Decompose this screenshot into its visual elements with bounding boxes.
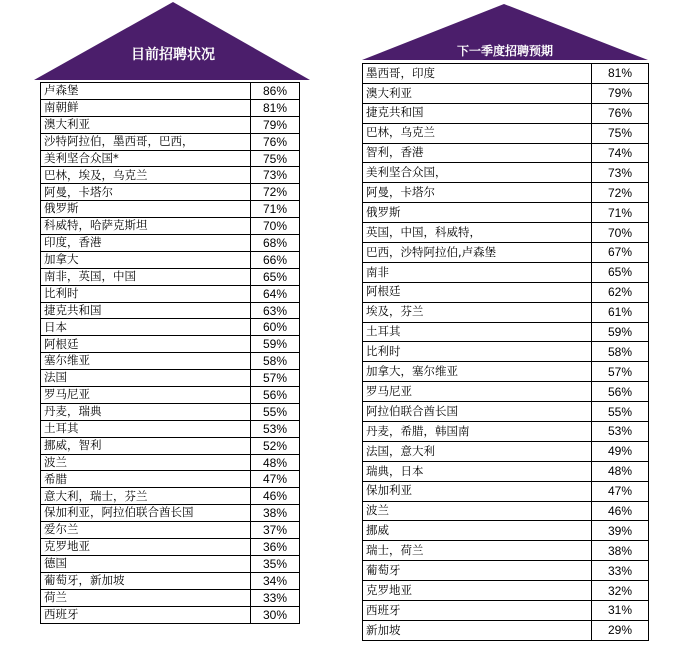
table-row	[363, 223, 649, 243]
table-row	[41, 201, 300, 218]
percentage-cell: 70%	[592, 223, 649, 243]
region-cell: 阿曼，卡塔尔	[41, 184, 251, 201]
percentage-cell: 74%	[592, 143, 649, 163]
table-row	[363, 362, 649, 382]
region-cell: 南非	[363, 262, 592, 282]
table-row	[41, 555, 300, 572]
percentage-cell: 38%	[592, 541, 649, 561]
percentage-cell: 33%	[592, 561, 649, 581]
outlook-table	[362, 63, 649, 641]
table-row	[41, 83, 300, 100]
percentage-cell: 68%	[251, 235, 300, 252]
region-cell: 捷克共和国	[41, 302, 251, 319]
region-cell: 意大利，瑞士，芬兰	[41, 488, 251, 505]
percentage-cell: 57%	[251, 370, 300, 387]
region-cell: 加拿大，塞尔维亚	[363, 362, 592, 382]
table-row	[363, 601, 649, 621]
region-cell: 法国	[41, 370, 251, 387]
percentage-cell: 30%	[251, 606, 300, 623]
region-cell: 挪威，智利	[41, 437, 251, 454]
region-cell: 埃及，芬兰	[363, 302, 592, 322]
percentage-cell: 66%	[251, 251, 300, 268]
region-cell: 日本	[41, 319, 251, 336]
table-row	[41, 285, 300, 302]
percentage-cell: 79%	[592, 83, 649, 103]
percentage-cell: 46%	[251, 488, 300, 505]
percentage-cell: 65%	[592, 262, 649, 282]
region-cell: 俄罗斯	[41, 201, 251, 218]
region-cell: 阿拉伯联合酋长国	[363, 402, 592, 422]
table-row	[41, 133, 300, 150]
table-row	[363, 422, 649, 442]
table-row	[41, 184, 300, 201]
table-row	[363, 203, 649, 223]
percentage-cell: 31%	[592, 601, 649, 621]
table-row	[363, 561, 649, 581]
current-hiring-title: 目前招聘状况	[131, 47, 215, 63]
table-row	[363, 620, 649, 640]
region-cell: 南朝鲜	[41, 99, 251, 116]
percentage-cell: 39%	[592, 521, 649, 541]
region-cell: 保加利亚，阿拉伯联合酋长国	[41, 505, 251, 522]
region-cell: 罗马尼亚	[363, 382, 592, 402]
percentage-cell: 76%	[251, 133, 300, 150]
percentage-cell: 71%	[592, 203, 649, 223]
percentage-cell: 52%	[251, 437, 300, 454]
region-cell: 瑞典，日本	[363, 461, 592, 481]
region-cell: 智利，香港	[363, 143, 592, 163]
table-row	[363, 163, 649, 183]
table-row	[41, 589, 300, 606]
percentage-cell: 73%	[592, 163, 649, 183]
table-row	[41, 150, 300, 167]
region-cell: 巴林，埃及，乌克兰	[41, 167, 251, 184]
outlook-title: 下一季度招聘预期	[456, 44, 553, 58]
region-cell: 波兰	[41, 454, 251, 471]
percentage-cell: 47%	[251, 471, 300, 488]
percentage-cell: 34%	[251, 572, 300, 589]
region-cell: 克罗地亚	[41, 539, 251, 556]
region-cell: 南非，英国，中国	[41, 268, 251, 285]
table-row	[363, 402, 649, 422]
table-row	[363, 123, 649, 143]
table-row	[41, 387, 300, 404]
percentage-cell: 29%	[592, 620, 649, 640]
table-row	[363, 461, 649, 481]
percentage-cell: 67%	[592, 243, 649, 263]
table-row	[363, 441, 649, 461]
current-hiring-table	[40, 82, 300, 624]
table-row	[363, 143, 649, 163]
region-cell: 德国	[41, 555, 251, 572]
percentage-cell: 75%	[251, 150, 300, 167]
region-cell: 阿根廷	[363, 282, 592, 302]
region-cell: 土耳其	[41, 420, 251, 437]
table-row	[41, 539, 300, 556]
outlook-roof	[0, 0, 678, 65]
table-row	[41, 522, 300, 539]
table-row	[363, 243, 649, 263]
table-row	[41, 235, 300, 252]
region-cell: 澳大利亚	[363, 83, 592, 103]
region-cell: 法国，意大利	[363, 441, 592, 461]
percentage-cell: 49%	[592, 441, 649, 461]
region-cell: 巴林，乌克兰	[363, 123, 592, 143]
table-row	[363, 302, 649, 322]
region-cell: 波兰	[363, 501, 592, 521]
percentage-cell: 46%	[592, 501, 649, 521]
percentage-cell: 32%	[592, 581, 649, 601]
percentage-cell: 63%	[251, 302, 300, 319]
percentage-cell: 47%	[592, 481, 649, 501]
percentage-cell: 58%	[592, 342, 649, 362]
region-cell: 丹麦，希腊，韩国南	[363, 422, 592, 442]
table-row	[41, 251, 300, 268]
region-cell: 西班牙	[363, 601, 592, 621]
table-row	[363, 64, 649, 84]
table-row	[363, 541, 649, 561]
percentage-cell: 57%	[592, 362, 649, 382]
table-row	[363, 183, 649, 203]
percentage-cell: 62%	[592, 282, 649, 302]
table-row	[41, 488, 300, 505]
table-row	[41, 116, 300, 133]
region-cell: 英国，中国，科威特，	[363, 223, 592, 243]
percentage-cell: 56%	[592, 382, 649, 402]
region-cell: 巴西，沙特阿拉伯,卢森堡	[363, 243, 592, 263]
table-row	[41, 437, 300, 454]
percentage-cell: 79%	[251, 116, 300, 133]
table-row	[41, 505, 300, 522]
table-row	[41, 218, 300, 235]
percentage-cell: 81%	[251, 99, 300, 116]
percentage-cell: 48%	[592, 461, 649, 481]
table-row	[41, 268, 300, 285]
percentage-cell: 48%	[251, 454, 300, 471]
region-cell: 爱尔兰	[41, 522, 251, 539]
percentage-cell: 60%	[251, 319, 300, 336]
table-row	[41, 302, 300, 319]
region-cell: 美利坚合众国，	[363, 163, 592, 183]
region-cell: 荷兰	[41, 589, 251, 606]
region-cell: 卢森堡	[41, 83, 251, 100]
percentage-cell: 55%	[251, 403, 300, 420]
table-row	[41, 572, 300, 589]
table-row	[41, 167, 300, 184]
table-row	[41, 319, 300, 336]
table-row	[363, 83, 649, 103]
table-row	[363, 103, 649, 123]
table-row	[363, 262, 649, 282]
table-row	[363, 521, 649, 541]
percentage-cell: 81%	[592, 64, 649, 84]
table-row	[363, 282, 649, 302]
table-row	[41, 606, 300, 623]
region-cell: 科威特，哈萨克斯坦	[41, 218, 251, 235]
region-cell: 瑞士，荷兰	[363, 541, 592, 561]
region-cell: 塞尔维亚	[41, 353, 251, 370]
percentage-cell: 71%	[251, 201, 300, 218]
percentage-cell: 33%	[251, 589, 300, 606]
table-row	[41, 99, 300, 116]
region-cell: 比利时	[363, 342, 592, 362]
percentage-cell: 76%	[592, 103, 649, 123]
region-cell: 西班牙	[41, 606, 251, 623]
percentage-cell: 38%	[251, 505, 300, 522]
percentage-cell: 35%	[251, 555, 300, 572]
region-cell: 罗马尼亚	[41, 387, 251, 404]
table-row	[363, 322, 649, 342]
region-cell: 保加利亚	[363, 481, 592, 501]
percentage-cell: 56%	[251, 387, 300, 404]
region-cell: 葡萄牙	[363, 561, 592, 581]
region-cell: 俄罗斯	[363, 203, 592, 223]
percentage-cell: 72%	[251, 184, 300, 201]
table-row	[41, 353, 300, 370]
region-cell: 印度，香港	[41, 235, 251, 252]
region-cell: 阿曼，卡塔尔	[363, 183, 592, 203]
percentage-cell: 61%	[592, 302, 649, 322]
region-cell: 丹麦，瑞典	[41, 403, 251, 420]
percentage-cell: 73%	[251, 167, 300, 184]
region-cell: 挪威	[363, 521, 592, 541]
table-row	[363, 501, 649, 521]
percentage-cell: 64%	[251, 285, 300, 302]
percentage-cell: 72%	[592, 183, 649, 203]
percentage-cell: 53%	[251, 420, 300, 437]
percentage-cell: 58%	[251, 353, 300, 370]
region-cell: 葡萄牙，新加坡	[41, 572, 251, 589]
percentage-cell: 75%	[592, 123, 649, 143]
table-row	[41, 420, 300, 437]
table-row	[41, 370, 300, 387]
table-row	[41, 336, 300, 353]
table-row	[363, 382, 649, 402]
table-row	[41, 471, 300, 488]
region-cell: 沙特阿拉伯，墨西哥，巴西，	[41, 133, 251, 150]
table-row	[363, 581, 649, 601]
region-cell: 新加坡	[363, 620, 592, 640]
region-cell: 希腊	[41, 471, 251, 488]
table-row	[363, 481, 649, 501]
percentage-cell: 86%	[251, 83, 300, 100]
percentage-cell: 36%	[251, 539, 300, 556]
region-cell: 墨西哥，印度	[363, 64, 592, 84]
region-cell: 土耳其	[363, 322, 592, 342]
region-cell: 加拿大	[41, 251, 251, 268]
region-cell: 比利时	[41, 285, 251, 302]
percentage-cell: 53%	[592, 422, 649, 442]
percentage-cell: 70%	[251, 218, 300, 235]
region-cell: 捷克共和国	[363, 103, 592, 123]
region-cell: 澳大利亚	[41, 116, 251, 133]
percentage-cell: 37%	[251, 522, 300, 539]
percentage-cell: 55%	[592, 402, 649, 422]
table-row	[41, 403, 300, 420]
roof-shape	[0, 0, 678, 65]
table-row	[363, 342, 649, 362]
percentage-cell: 59%	[251, 336, 300, 353]
percentage-cell: 65%	[251, 268, 300, 285]
percentage-cell: 59%	[592, 322, 649, 342]
region-cell: 美利坚合众国*	[41, 150, 251, 167]
table-row	[41, 454, 300, 471]
region-cell: 克罗地亚	[363, 581, 592, 601]
region-cell: 阿根廷	[41, 336, 251, 353]
